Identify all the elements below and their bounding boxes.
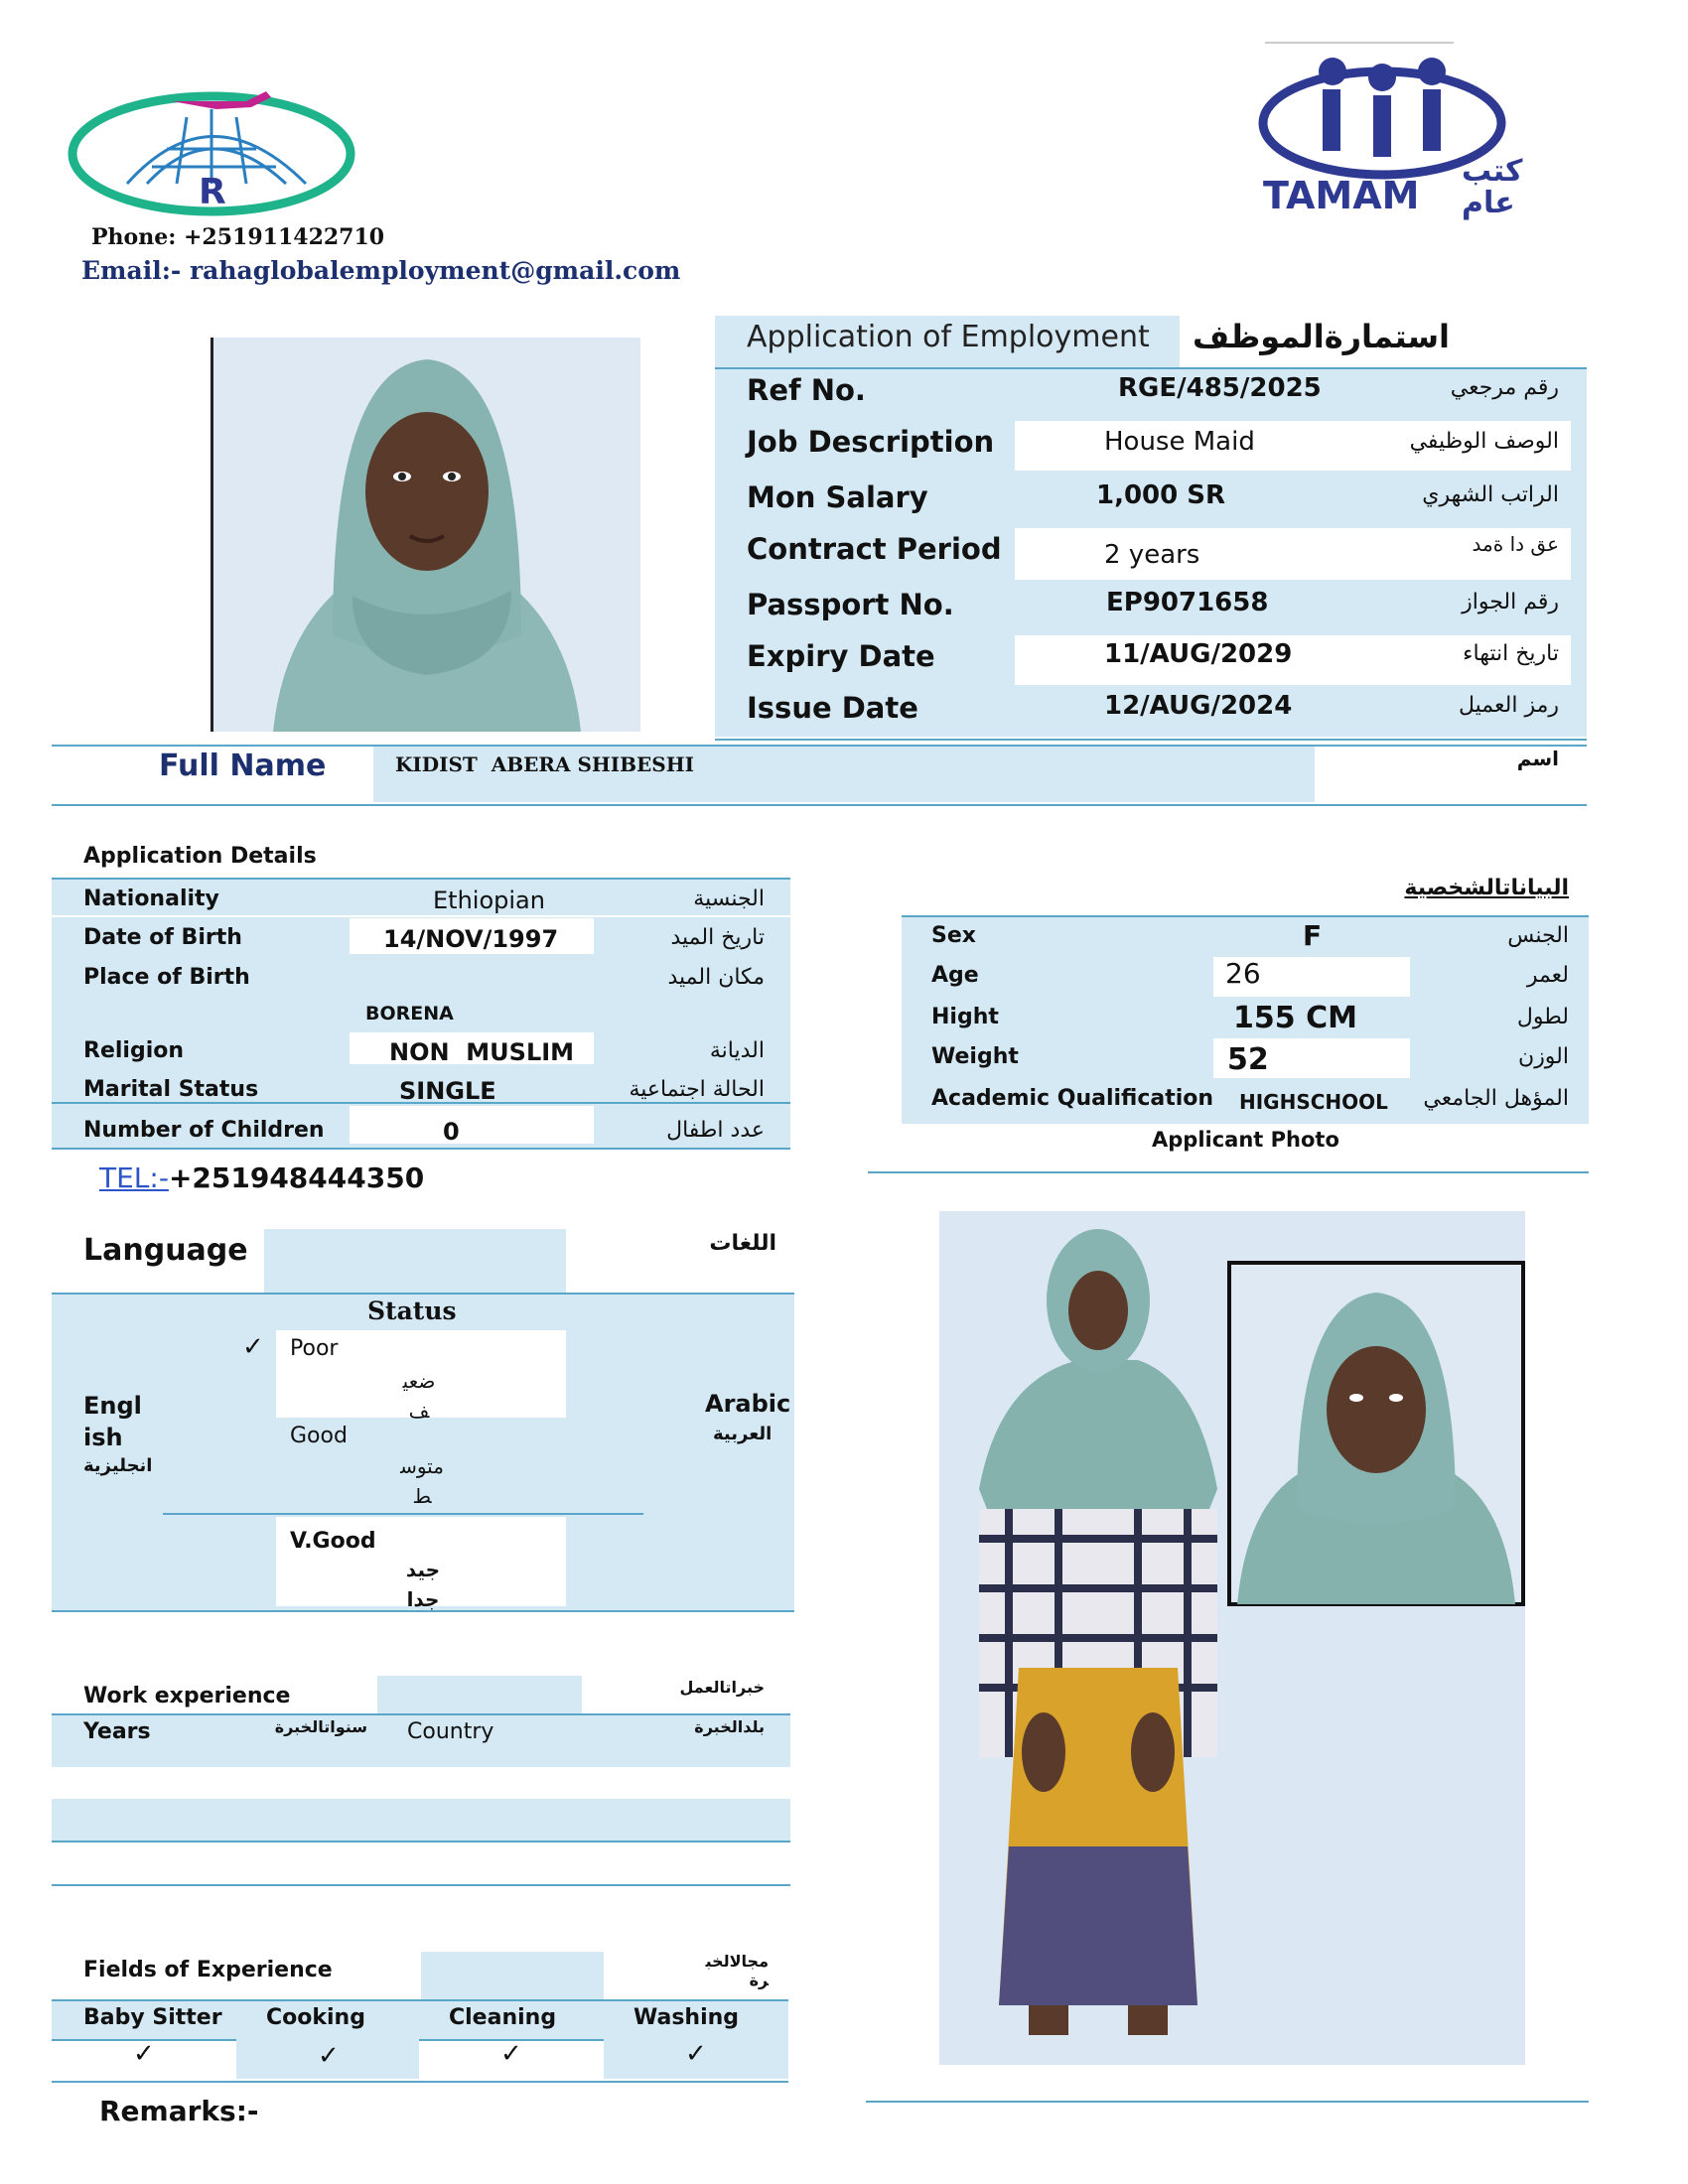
nationality-value: Ethiopian — [433, 887, 545, 914]
field-baby-sitter: Baby Sitter — [83, 2005, 222, 2030]
check-cooking: ✓ — [318, 2041, 340, 2071]
field-cooking: Cooking — [266, 2005, 365, 2030]
pob-value: BORENA — [365, 1003, 454, 1024]
remarks-label: Remarks:- — [99, 2095, 259, 2127]
good-label-ar: متوسط — [400, 1454, 444, 1508]
full-body-photo — [939, 1211, 1525, 2065]
arabic-label: Arabic — [705, 1390, 791, 1418]
age-label-ar: لعمر — [1526, 963, 1569, 988]
vgood-label-ar: جيد جدا — [405, 1558, 441, 1611]
job-label: Job Description — [747, 425, 995, 459]
sex-value: F — [1303, 919, 1323, 952]
application-title-ar: استمارةالموظف — [1192, 318, 1450, 355]
tel-line — [99, 1161, 424, 1194]
email-address: Email:- rahaglobalemployment@gmail.com — [81, 256, 681, 285]
weight-value: 52 — [1227, 1042, 1269, 1077]
passport-label-ar: رقم الجواز — [1462, 590, 1559, 614]
tamam-logo-arabic: كتب — [1462, 154, 1523, 189]
issue-label-ar: رمز العميل — [1459, 693, 1559, 718]
poor-label-ar: ضعيف — [402, 1369, 436, 1423]
dob-label-ar: تاريخ الميد — [670, 925, 765, 950]
tel-link[interactable]: TEL:- — [99, 1161, 169, 1194]
check-washing: ✓ — [685, 2039, 707, 2069]
work-title: Work experience — [83, 1684, 291, 1708]
tamam-logo-arabic-2: عام — [1462, 186, 1515, 220]
height-label: Hight — [931, 1005, 999, 1029]
work-title-ar: خبراتالعمل — [679, 1678, 765, 1697]
country-label-ar: بلدالخبرة — [694, 1717, 765, 1736]
salary-label-ar: الراتب الشهري — [1422, 482, 1559, 507]
full-name-label-ar: اسم — [1516, 747, 1559, 770]
salary-value: 1,000 SR — [1096, 480, 1226, 510]
work-row-empty — [52, 1799, 790, 1841]
tamam-logo — [1253, 42, 1551, 230]
children-label-ar: عدد اطفال — [666, 1118, 765, 1143]
phone-number: Phone: +251911422710 — [91, 224, 385, 250]
expiry-label-ar: تاريخ انتهاء — [1463, 641, 1559, 666]
check-cleaning: ✓ — [500, 2039, 522, 2069]
personal-title: البياناتالشخصية — [1404, 876, 1569, 900]
language-title: Language — [83, 1233, 248, 1268]
english-poor-check: ✓ — [242, 1332, 264, 1362]
raha-logo-letter: R — [199, 172, 226, 212]
passport-value: EP9071658 — [1106, 588, 1269, 617]
children-value: 0 — [443, 1118, 460, 1146]
details-title: Application Details — [83, 844, 317, 869]
weight-label: Weight — [931, 1044, 1019, 1069]
children-label: Number of Children — [83, 1118, 325, 1143]
field-washing: Washing — [633, 2005, 740, 2030]
passport-label: Passport No. — [747, 588, 954, 621]
marital-label: Marital Status — [83, 1077, 259, 1102]
application-title: Application of Employment — [747, 320, 1150, 354]
religion-value: NON MUSLIM — [389, 1038, 575, 1066]
job-value: House Maid — [1104, 427, 1255, 457]
tamam-logo-name: TAMAM — [1263, 174, 1420, 217]
tel-value: +251948444350 — [168, 1161, 425, 1194]
fields-title-ar: مجالالخبرة — [705, 1952, 769, 1989]
dob-value: 14/NOV/1997 — [383, 925, 559, 953]
age-value: 26 — [1225, 957, 1261, 990]
height-label-ar: لطول — [1516, 1005, 1569, 1029]
dob-label: Date of Birth — [83, 925, 242, 950]
contract-value: 2 years — [1104, 540, 1200, 570]
pob-label: Place of Birth — [83, 965, 250, 990]
issue-label: Issue Date — [747, 691, 918, 725]
age-label: Age — [931, 963, 979, 988]
expiry-value: 11/AUG/2029 — [1104, 639, 1293, 669]
academic-label: Academic Qualification — [931, 1086, 1214, 1111]
poor-label: Poor — [290, 1336, 339, 1361]
salary-label: Mon Salary — [747, 480, 928, 514]
field-cleaning: Cleaning — [449, 2005, 557, 2030]
nationality-label: Nationality — [83, 887, 219, 911]
country-label: Country — [407, 1719, 494, 1744]
ref-value: RGE/485/2025 — [1118, 373, 1322, 403]
job-label-ar: الوصف الوظيفي — [1409, 429, 1559, 454]
raha-logo — [68, 79, 365, 228]
english-label: English — [83, 1392, 142, 1451]
expiry-label: Expiry Date — [747, 639, 935, 673]
pob-label-ar: مكان الميد — [667, 965, 765, 990]
english-label-ar: انجليزية — [83, 1455, 153, 1476]
portrait-photo — [211, 338, 640, 732]
weight-label-ar: الوزن — [1518, 1044, 1569, 1069]
contract-label: Contract Period — [747, 532, 1002, 566]
years-label-ar: سنواتالخبرة — [274, 1717, 367, 1736]
sex-label: Sex — [931, 923, 976, 948]
marital-value: SINGLE — [399, 1077, 496, 1105]
sex-label-ar: الجنس — [1507, 923, 1569, 948]
good-label: Good — [290, 1424, 348, 1448]
contract-label-ar: عق دا ةمد — [1472, 532, 1559, 556]
vgood-label: V.Good — [290, 1529, 376, 1554]
status-header: Status — [367, 1297, 457, 1325]
check-baby-sitter: ✓ — [133, 2039, 155, 2069]
height-value: 155 CM — [1233, 1001, 1357, 1035]
ref-label-ar: رقم مرجعي — [1450, 375, 1559, 400]
academic-value: HIGHSCHOOL — [1239, 1090, 1388, 1114]
language-title-ar: اللغات — [709, 1231, 776, 1256]
fields-title: Fields of Experience — [83, 1958, 333, 1982]
academic-label-ar: المؤهل الجامعي — [1423, 1086, 1569, 1111]
full-name-value: KIDIST ABERA SHIBESHI — [395, 752, 694, 776]
ref-label: Ref No. — [747, 373, 866, 407]
years-label: Years — [83, 1719, 151, 1744]
marital-label-ar: الحالة اجتماعية — [629, 1077, 765, 1102]
full-name-label: Full Name — [159, 749, 327, 783]
applicant-photo-label: Applicant Photo — [1152, 1128, 1339, 1152]
religion-label: Religion — [83, 1038, 185, 1063]
arabic-label-ar: العربية — [713, 1424, 773, 1444]
nationality-label-ar: الجنسية — [693, 887, 765, 911]
issue-value: 12/AUG/2024 — [1104, 691, 1293, 721]
religion-label-ar: الديانة — [709, 1038, 765, 1063]
